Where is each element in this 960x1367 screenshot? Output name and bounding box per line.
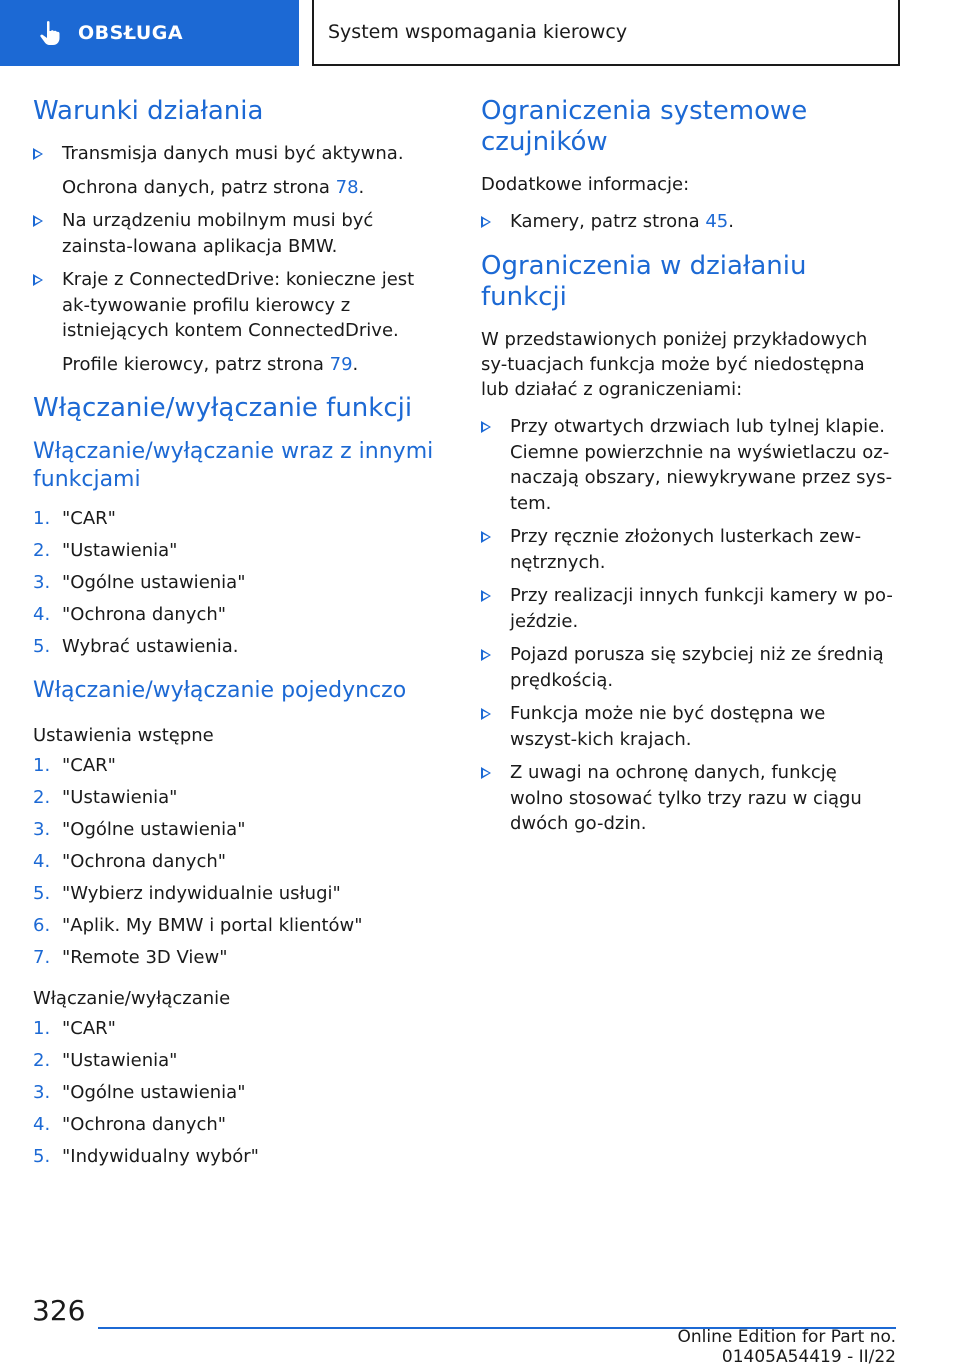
step-text: "Ogólne ustawienia"	[62, 818, 246, 840]
step-item	[33, 850, 445, 874]
step-number: 5.	[33, 882, 51, 904]
step-number: 4.	[33, 1113, 51, 1135]
step-number: 4.	[33, 604, 51, 626]
step-text: "Ustawienia"	[62, 1049, 178, 1071]
step-item	[33, 539, 445, 563]
step-item	[33, 1113, 445, 1137]
step-number: 4.	[33, 850, 51, 872]
step-item	[33, 603, 445, 627]
step-number: 1.	[33, 754, 51, 776]
step-number: 1.	[33, 1017, 51, 1039]
triangle-bullet-icon	[33, 274, 43, 286]
list-item	[481, 701, 895, 752]
triangle-bullet-icon	[481, 590, 491, 602]
heading-dzialanie: Ograniczenia w działaniu funkcji	[481, 250, 807, 313]
step-item	[33, 571, 445, 595]
step-text: "Ochrona danych"	[62, 850, 227, 872]
step-item	[33, 882, 445, 906]
step-number: 3.	[33, 572, 51, 594]
step-number: 5.	[33, 1145, 51, 1167]
onoff-steps	[33, 1017, 445, 1169]
page-link[interactable]: 79	[329, 353, 353, 375]
step-text: "Ustawienia"	[62, 540, 178, 562]
list-item	[481, 642, 895, 693]
step-item	[33, 507, 445, 531]
list-item-text: Kraje z ConnectedDrive: konieczne jest ak-tywowanie profilu kierowcy z istniejących kontem ConnectedDrive.	[62, 269, 415, 342]
list-item-subtext	[62, 175, 445, 201]
heading-wraz: Włączanie/wyłączanie wraz z innymi funkcjami	[33, 439, 434, 492]
subtext-suffix: .	[352, 353, 359, 375]
step-item	[33, 914, 445, 938]
chapter-tab	[0, 0, 299, 66]
triangle-bullet-icon	[33, 148, 43, 160]
step-number: 2.	[33, 1049, 51, 1071]
list-item-subtext	[62, 352, 445, 378]
step-text: Wybrać ustawienia.	[62, 636, 239, 658]
list-item-text: Funkcja może nie być dostępna we wszyst-kich krajach.	[510, 703, 826, 750]
step-item	[33, 1081, 445, 1105]
list-item	[481, 760, 895, 837]
step-text: "Indywidualny wybór"	[62, 1145, 259, 1167]
czujniki-intro: Dodatkowe informacje:	[481, 174, 690, 196]
step-text: "Ogólne ustawienia"	[62, 572, 246, 594]
page-number: 326	[32, 1294, 86, 1327]
step-text: "Ochrona danych"	[62, 604, 227, 626]
list-item-text: Przy realizacji innych funkcji kamery w po-jeździe.	[510, 585, 893, 632]
heading-pojedynczo: Włączanie/wyłączanie pojedynczo	[33, 678, 407, 704]
section-tab-label: System wspomagania kierowcy	[328, 21, 628, 43]
step-number: 1.	[33, 508, 51, 530]
step-text: "CAR"	[62, 754, 116, 776]
step-text: "Ustawienia"	[62, 786, 178, 808]
heading-wlaczanie: Włączanie/wyłączanie funkcji	[33, 393, 413, 424]
step-number: 3.	[33, 1081, 51, 1103]
wraz-steps	[33, 507, 445, 659]
page-link[interactable]: 78	[335, 176, 359, 198]
triangle-bullet-icon	[481, 421, 491, 433]
step-item	[33, 818, 445, 842]
step-number: 2.	[33, 540, 51, 562]
heading-wstepne: Ustawienia wstępne	[33, 724, 214, 746]
warunki-list	[33, 141, 445, 377]
triangle-bullet-icon	[481, 531, 491, 543]
triangle-bullet-icon	[481, 708, 491, 720]
edition-note: Online Edition for Part no. 01405A54419 - II/22	[677, 1327, 896, 1367]
step-text: "Wybierz indywidualnie usługi"	[62, 882, 341, 904]
step-item	[33, 754, 445, 778]
triangle-bullet-icon	[481, 649, 491, 661]
list-item-prefix: Kamery, patrz strona	[510, 211, 706, 233]
step-item	[33, 1049, 445, 1073]
list-item-text: Przy ręcznie złożonych lusterkach zew-nętrznych.	[510, 526, 862, 573]
step-number: 5.	[33, 636, 51, 658]
heading-czujniki: Ograniczenia systemowe czujników	[481, 96, 808, 158]
list-item-text: Z uwagi na ochronę danych, funkcję wolno stosować tylko trzy razu w ciągu dwóch go-dzin.	[510, 762, 862, 835]
step-number: 3.	[33, 818, 51, 840]
step-item	[33, 786, 445, 810]
triangle-bullet-icon	[33, 215, 43, 227]
step-text: "CAR"	[62, 1017, 116, 1039]
subtext-suffix: .	[358, 176, 365, 198]
list-item	[481, 414, 895, 516]
page-link[interactable]: 45	[705, 211, 729, 233]
chapter-tab-label: OBSŁUGA	[78, 22, 184, 44]
step-number: 6.	[33, 914, 51, 936]
list-item-text: Na urządzeniu mobilnym musi być zainsta-lowana aplikacja BMW.	[62, 210, 374, 257]
list-item-suffix: .	[728, 211, 734, 233]
list-item	[33, 141, 445, 200]
heading-warunki: Warunki działania	[33, 96, 264, 126]
step-text: "Aplik. My BMW i portal klientów"	[62, 914, 363, 936]
left-column	[33, 96, 445, 1187]
step-number: 7.	[33, 946, 51, 968]
list-item-text: Pojazd porusza się szybciej niż ze średnią prędkością.	[510, 644, 884, 691]
list-item	[33, 208, 445, 259]
step-item	[33, 635, 445, 659]
step-text: "Remote 3D View"	[62, 946, 228, 968]
wstepne-steps	[33, 754, 445, 970]
triangle-bullet-icon	[481, 216, 491, 228]
step-item	[33, 946, 445, 970]
subtext-prefix: Ochrona danych, patrz strona	[62, 176, 336, 198]
step-item	[33, 1145, 445, 1169]
heading-onoff: Włączanie/wyłączanie	[33, 987, 231, 1009]
list-item	[481, 524, 895, 575]
list-item-text: Przy otwartych drzwiach lub tylnej klapie. Ciemne powierzchnie na wyświetlaczu oz-naczają obszary, niewykrywane przez sys-tem.	[510, 416, 893, 514]
triangle-bullet-icon	[481, 767, 491, 779]
dzialanie-list	[481, 414, 895, 837]
dzialanie-intro: W przedstawionych poniżej przykładowych sy-tuacjach funkcja może być niedostępna lub działać z ograniczeniami:	[481, 329, 868, 401]
step-number: 2.	[33, 786, 51, 808]
list-item-text: Transmisja danych musi być aktywna.	[62, 143, 404, 165]
list-item	[33, 267, 445, 377]
page-header	[0, 0, 960, 66]
section-tab	[312, 0, 900, 66]
hand-pointer-icon	[36, 19, 64, 47]
czujniki-list	[481, 209, 895, 235]
step-item	[33, 1017, 445, 1041]
list-item	[481, 209, 895, 235]
step-text: "Ogólne ustawienia"	[62, 1081, 246, 1103]
right-column	[481, 96, 895, 847]
step-text: "CAR"	[62, 508, 116, 530]
list-item	[481, 583, 895, 634]
step-text: "Ochrona danych"	[62, 1113, 227, 1135]
subtext-prefix: Profile kierowcy, patrz strona	[62, 353, 330, 375]
